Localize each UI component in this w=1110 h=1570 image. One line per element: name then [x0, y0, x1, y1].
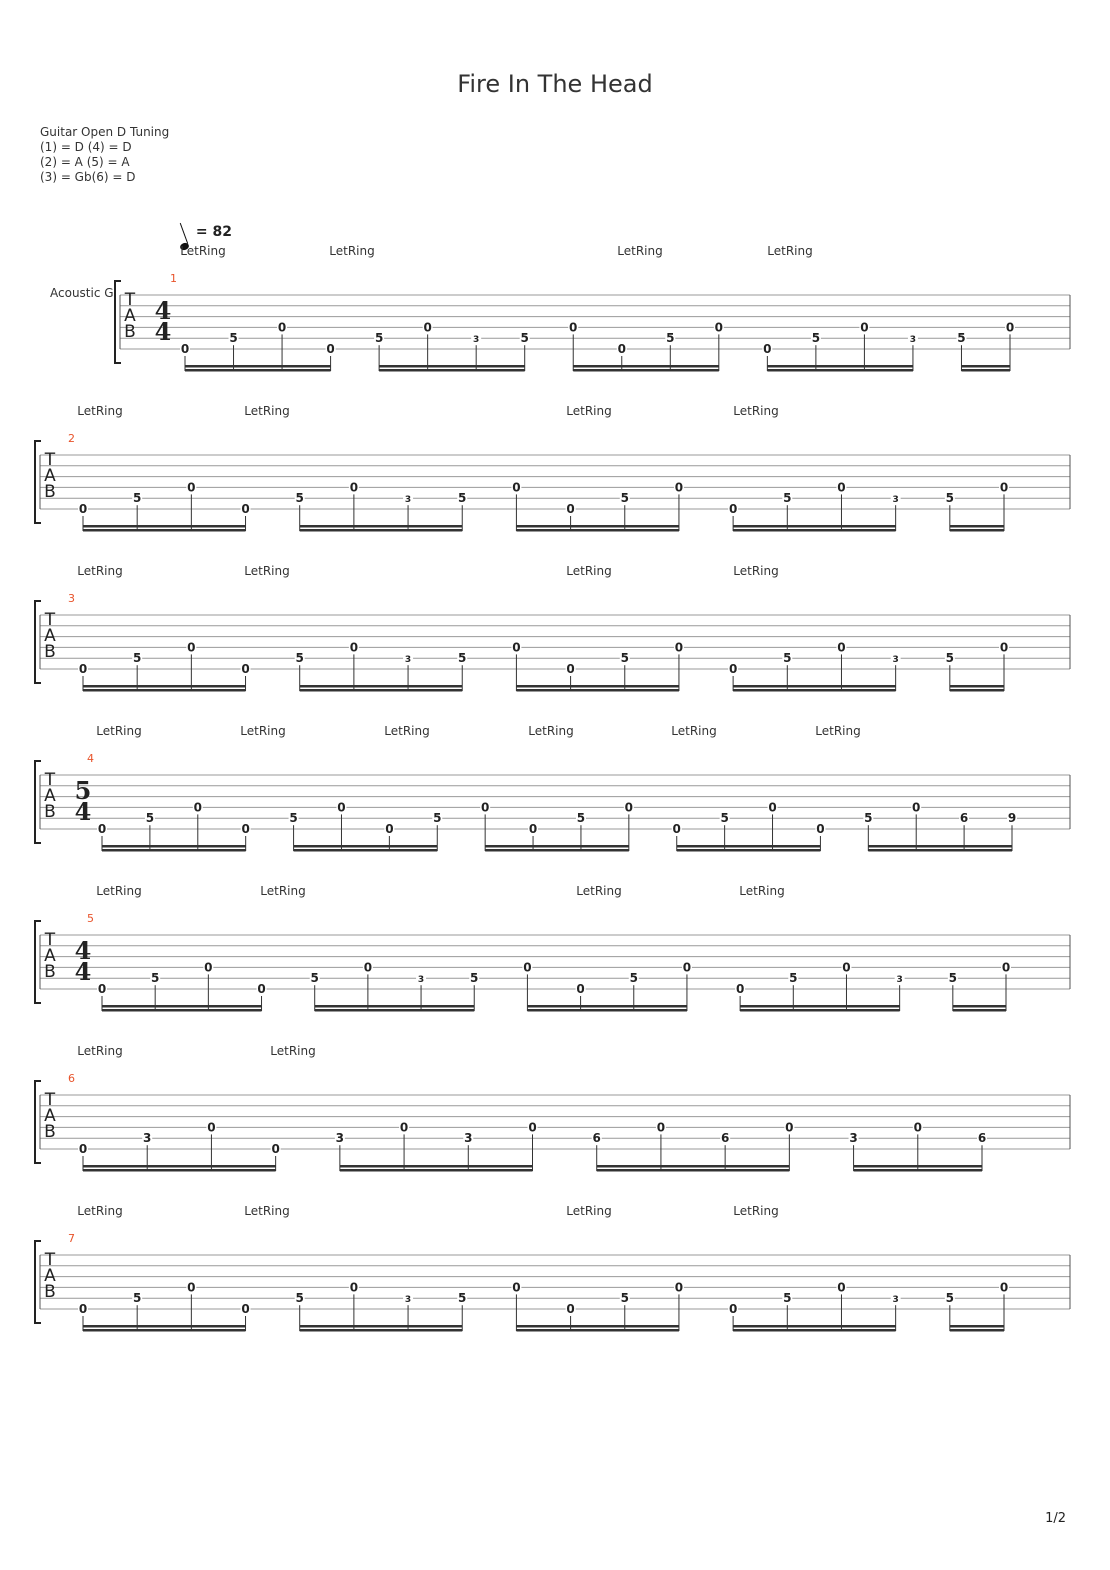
tab-clef-letter: B: [44, 482, 56, 502]
note-beam: [767, 369, 913, 372]
fret-number: 0: [349, 640, 359, 655]
tab-clef-letter: T: [44, 450, 56, 470]
let-ring-label: LetRing: [260, 884, 306, 898]
fret-number: 5: [132, 651, 142, 666]
fret-number: 0: [349, 1280, 359, 1295]
let-ring-label: LetRing: [739, 884, 785, 898]
fret-number: 5: [458, 491, 467, 506]
let-ring-label: LetRing: [767, 244, 813, 258]
tab-clef-letter: T: [44, 930, 56, 950]
note-beam: [185, 369, 331, 372]
fret-number: 3: [892, 1295, 899, 1306]
fret-number: 5: [666, 331, 675, 346]
fret-number: 5: [576, 811, 586, 826]
note-beam: [733, 1329, 896, 1332]
tab-system: [0, 1035, 1110, 1195]
let-ring-label: LetRing: [528, 724, 574, 738]
fret-number: 3: [896, 975, 903, 986]
time-signature-digit: 4: [154, 296, 172, 325]
fret-number: 5: [720, 811, 729, 826]
fret-number: 0: [674, 1280, 684, 1295]
fret-number: 5: [150, 971, 160, 986]
fret-number: 5: [295, 651, 304, 666]
let-ring-label: LetRing: [96, 884, 142, 898]
fret-number: 5: [132, 491, 142, 506]
fret-number: 0: [674, 480, 684, 495]
fret-number: 0: [816, 822, 825, 836]
measure-number: 4: [87, 752, 94, 765]
note-beam: [485, 849, 629, 852]
note-beam: [854, 1169, 982, 1172]
fret-number: 5: [295, 1291, 304, 1306]
fret-number: 0: [187, 1280, 196, 1295]
fret-number: 0: [528, 822, 538, 836]
note-beam: [102, 849, 246, 852]
fret-number: 3: [404, 495, 412, 506]
let-ring-label: LetRing: [576, 884, 622, 898]
fret-number: 0: [78, 1142, 88, 1156]
note-beam: [740, 1009, 900, 1012]
let-ring-label: LetRing: [329, 244, 375, 258]
note-beam: [950, 1329, 1004, 1332]
measure-number: 2: [68, 432, 75, 445]
fret-number: 0: [735, 982, 745, 996]
measure-number: 3: [68, 592, 75, 605]
time-signature-digit: 4: [74, 957, 92, 986]
note-beam: [733, 529, 896, 532]
let-ring-label: LetRing: [671, 724, 717, 738]
note-beam: [315, 1009, 475, 1012]
fret-number: 0: [326, 342, 335, 356]
fret-number: 5: [783, 651, 792, 666]
fret-number: 0: [528, 1120, 537, 1135]
fret-number: 0: [241, 662, 250, 676]
fret-number: 0: [728, 502, 738, 516]
fret-number: 0: [576, 982, 585, 996]
time-signature-digit: 4: [74, 936, 92, 965]
fret-number: 3: [335, 1131, 345, 1146]
fret-number: 0: [566, 662, 575, 676]
tab-clef-letter: B: [124, 322, 136, 342]
fret-number: 0: [912, 800, 921, 815]
fret-number: 0: [78, 502, 88, 516]
fret-number: 0: [999, 1280, 1009, 1295]
fret-number: 0: [512, 1280, 521, 1295]
tab-clef-letter: B: [44, 1282, 56, 1302]
fret-number: 5: [620, 491, 629, 506]
fret-number: 0: [337, 800, 346, 815]
fret-number: 0: [860, 320, 869, 335]
note-beam: [300, 689, 463, 692]
let-ring-label: LetRing: [566, 564, 612, 578]
tab-clef-letter: A: [44, 1106, 56, 1126]
fret-number: 0: [97, 822, 107, 836]
note-beam: [950, 529, 1004, 532]
tab-clef-letter: B: [44, 962, 56, 982]
fret-number: 3: [909, 335, 917, 346]
fret-number: 0: [1001, 960, 1011, 975]
let-ring-label: LetRing: [240, 724, 286, 738]
fret-number: 3: [464, 1131, 473, 1146]
fret-number: 0: [363, 960, 373, 975]
fret-number: 0: [728, 662, 738, 676]
tab-system: [0, 555, 1110, 715]
fret-number: 0: [399, 1120, 409, 1135]
tuning-line: (3) = Gb(6) = D: [40, 170, 136, 184]
fret-number: 0: [656, 1120, 666, 1135]
let-ring-label: LetRing: [733, 404, 779, 418]
tab-clef-letter: A: [44, 626, 56, 646]
let-ring-label: LetRing: [566, 1204, 612, 1218]
note-beam: [83, 1169, 276, 1172]
note-beam: [83, 529, 246, 532]
note-beam: [379, 369, 525, 372]
tempo-value: = 82: [195, 224, 232, 240]
fret-number: 6: [720, 1131, 730, 1146]
note-beam: [83, 1329, 246, 1332]
let-ring-label: LetRing: [270, 1044, 316, 1058]
tuning-line: (1) = D (4) = D: [40, 140, 132, 154]
tab-clef-letter: T: [44, 1250, 56, 1270]
fret-number: 5: [433, 811, 442, 826]
fret-number: 3: [473, 335, 480, 346]
note-beam: [733, 689, 896, 692]
fret-number: 0: [349, 480, 359, 495]
fret-number: 5: [783, 1291, 792, 1306]
note-beam: [573, 369, 719, 372]
note-beam: [516, 689, 679, 692]
fret-number: 0: [999, 640, 1009, 655]
note-beam: [516, 529, 679, 532]
fret-number: 5: [229, 331, 238, 346]
fret-number: 0: [277, 320, 287, 335]
note-beam: [950, 689, 1004, 692]
tab-clef-letter: B: [44, 1122, 56, 1142]
tab-system: [0, 715, 1110, 875]
note-beam: [516, 1329, 679, 1332]
fret-number: 0: [187, 480, 196, 495]
tab-clef-letter: A: [44, 946, 56, 966]
fret-number: 5: [620, 1291, 629, 1306]
fret-number: 0: [837, 1280, 846, 1295]
fret-number: 5: [783, 491, 792, 506]
fret-number: 5: [864, 811, 873, 826]
measure-number: 5: [87, 912, 94, 925]
let-ring-label: LetRing: [384, 724, 430, 738]
fret-number: 0: [682, 960, 692, 975]
let-ring-label: LetRing: [244, 564, 290, 578]
fret-number: 0: [842, 960, 851, 975]
fret-number: 5: [948, 971, 958, 986]
fret-number: 5: [310, 971, 319, 986]
fret-number: 0: [180, 342, 190, 356]
fret-number: 0: [674, 640, 684, 655]
fret-number: 3: [892, 655, 899, 666]
time-signature-digit: 4: [154, 317, 172, 346]
fret-number: 0: [1005, 320, 1015, 335]
let-ring-label: LetRing: [733, 564, 779, 578]
note-beam: [961, 369, 1010, 372]
fret-number: 5: [458, 1291, 467, 1306]
fret-number: 5: [374, 331, 384, 346]
fret-number: 0: [999, 480, 1009, 495]
time-signature-digit: 4: [74, 797, 92, 826]
fret-number: 5: [295, 491, 304, 506]
fret-number: 0: [512, 480, 521, 495]
fret-number: 0: [523, 960, 532, 975]
tab-clef-letter: T: [44, 770, 56, 790]
fret-number: 3: [849, 1131, 858, 1146]
note-beam: [527, 1009, 687, 1012]
fret-number: 0: [512, 640, 521, 655]
fret-number: 6: [592, 1131, 601, 1146]
fret-number: 0: [97, 982, 107, 996]
fret-number: 0: [566, 502, 575, 516]
fret-number: 5: [145, 811, 155, 826]
fret-number: 9: [1007, 811, 1017, 826]
fret-number: 5: [458, 651, 467, 666]
note-beam: [300, 1329, 463, 1332]
tuning-info: [40, 125, 169, 185]
note-beam: [102, 1009, 262, 1012]
fret-number: 3: [404, 1295, 412, 1306]
fret-number: 0: [768, 800, 777, 815]
fret-number: 0: [271, 1142, 280, 1156]
note-beam: [300, 529, 463, 532]
note-beam: [340, 1169, 533, 1172]
fret-number: 3: [892, 495, 899, 506]
fret-number: 0: [837, 640, 846, 655]
let-ring-label: LetRing: [180, 244, 226, 258]
fret-number: 5: [629, 971, 638, 986]
let-ring-label: LetRing: [617, 244, 663, 258]
fret-number: 0: [837, 480, 846, 495]
fret-number: 0: [207, 1120, 216, 1135]
tab-clef-letter: T: [124, 290, 136, 310]
fret-number: 5: [470, 971, 479, 986]
note-beam: [868, 849, 1012, 852]
fret-number: 0: [763, 342, 772, 356]
time-signature-digit: 5: [74, 776, 92, 805]
note-beam: [597, 1169, 790, 1172]
let-ring-label: LetRing: [244, 1204, 290, 1218]
fret-number: 0: [241, 502, 250, 516]
fret-number: 3: [143, 1131, 152, 1146]
tuning-line: (2) = A (5) = A: [40, 155, 130, 169]
fret-number: 0: [187, 640, 196, 655]
fret-number: 0: [569, 320, 578, 335]
tab-clef-letter: A: [44, 1266, 56, 1286]
fret-number: 5: [289, 811, 298, 826]
note-beam: [294, 849, 438, 852]
tab-clef-letter: T: [44, 1090, 56, 1110]
let-ring-label: LetRing: [77, 1204, 123, 1218]
fret-number: 3: [404, 655, 412, 666]
tab-system: [0, 875, 1110, 1035]
page-indicator: 1/2: [1045, 1511, 1066, 1526]
let-ring-label: LetRing: [96, 724, 142, 738]
fret-number: 0: [913, 1120, 922, 1135]
let-ring-label: LetRing: [566, 404, 612, 418]
fret-number: 5: [945, 1291, 955, 1306]
fret-number: 0: [728, 1302, 738, 1316]
let-ring-label: LetRing: [77, 1044, 123, 1058]
tab-system: [0, 1195, 1110, 1355]
fret-number: 0: [566, 1302, 575, 1316]
tab-system: [0, 395, 1110, 555]
measure-number: 7: [68, 1232, 75, 1245]
fret-number: 0: [241, 822, 250, 836]
note-beam: [83, 689, 246, 692]
fret-number: 0: [714, 320, 724, 335]
fret-number: 6: [977, 1131, 987, 1146]
fret-number: 0: [672, 822, 681, 836]
fret-number: 0: [480, 800, 490, 815]
fret-number: 0: [193, 800, 202, 815]
note-beam: [953, 1009, 1006, 1012]
fret-number: 0: [617, 342, 626, 356]
fret-number: 0: [423, 320, 432, 335]
measure-number: 6: [68, 1072, 75, 1085]
fret-number: 5: [520, 331, 529, 346]
tuning-heading: Guitar Open D Tuning: [40, 125, 170, 139]
tab-system: [0, 235, 1110, 395]
fret-number: 5: [945, 651, 955, 666]
track-label: Acoustic G: [50, 286, 114, 300]
fret-number: 0: [78, 662, 88, 676]
tab-clef-letter: B: [44, 802, 56, 822]
note-beam: [677, 849, 821, 852]
fret-number: 0: [257, 982, 266, 996]
fret-number: 0: [785, 1120, 794, 1135]
fret-number: 0: [624, 800, 634, 815]
fret-number: 0: [204, 960, 213, 975]
measure-number: 1: [170, 272, 177, 285]
fret-number: 5: [132, 1291, 142, 1306]
let-ring-label: LetRing: [244, 404, 290, 418]
fret-number: 0: [78, 1302, 88, 1316]
fret-number: 6: [959, 811, 969, 826]
tab-clef-letter: A: [44, 466, 56, 486]
fret-number: 3: [417, 975, 425, 986]
song-title: Fire In The Head: [457, 70, 653, 98]
tab-clef-letter: B: [44, 642, 56, 662]
fret-number: 5: [957, 331, 966, 346]
tab-clef-letter: T: [44, 610, 56, 630]
let-ring-label: LetRing: [77, 564, 123, 578]
fret-number: 5: [811, 331, 821, 346]
let-ring-label: LetRing: [733, 1204, 779, 1218]
fret-number: 0: [241, 1302, 250, 1316]
let-ring-label: LetRing: [815, 724, 861, 738]
tab-clef-letter: A: [124, 306, 136, 326]
fret-number: 0: [385, 822, 394, 836]
let-ring-label: LetRing: [77, 404, 123, 418]
fret-number: 5: [945, 491, 955, 506]
tab-clef-letter: A: [44, 786, 56, 806]
fret-number: 5: [620, 651, 629, 666]
fret-number: 5: [789, 971, 798, 986]
